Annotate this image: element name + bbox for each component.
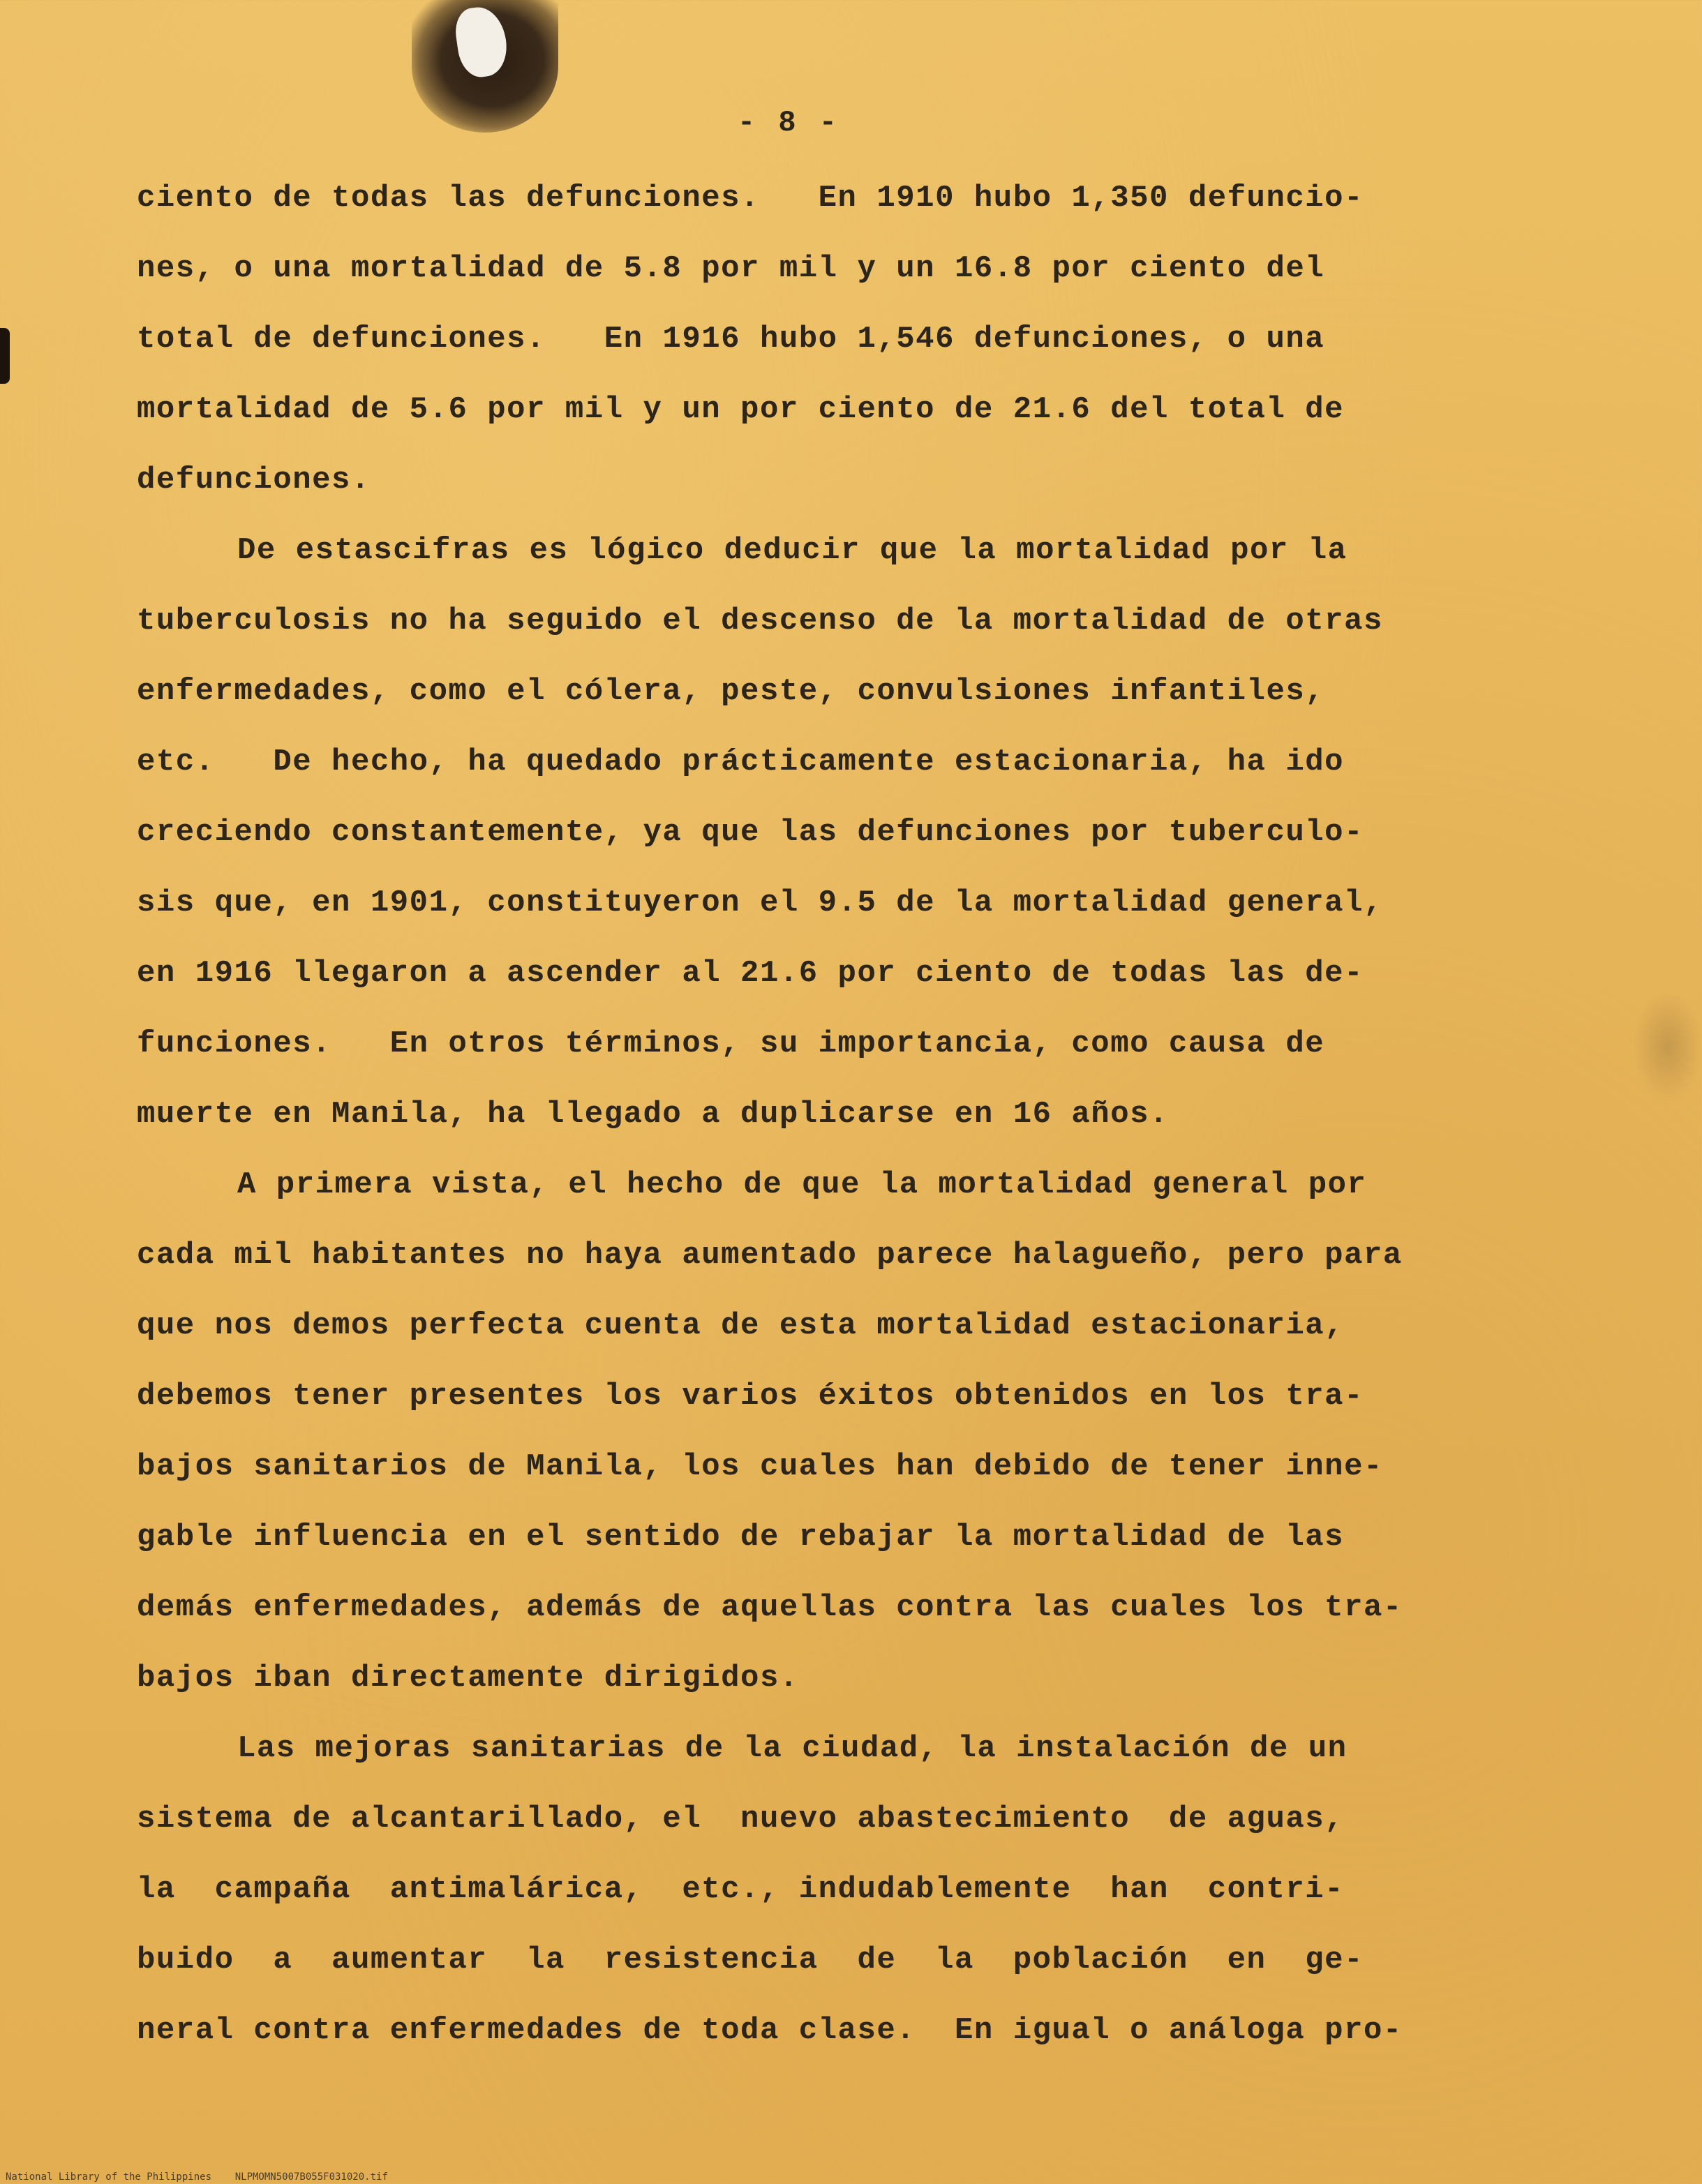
archive-footer: National Library of the Philippines NLPMOMN5007B055F031020.tif <box>6 2171 388 2183</box>
paragraph-start-line: Las mejoras sanitarias de la ciudad, la instalación de un <box>237 1731 1348 1766</box>
paper-smudge <box>1633 991 1702 1102</box>
text-line: ciento de todas las defunciones. En 1910 hubo 1,350 defuncio- <box>137 181 1364 216</box>
text-line: debemos tener presentes los varios éxitos obtenidos en los tra- <box>137 1379 1364 1414</box>
text-line: defunciones. <box>137 463 371 498</box>
page-number: - 8 - <box>737 106 840 140</box>
text-line: sistema de alcantarillado, el nuevo abastecimiento de aguas, <box>137 1802 1345 1837</box>
text-line: creciendo constantemente, ya que las defunciones por tuberculo- <box>137 815 1364 850</box>
text-line: sis que, en 1901, constituyeron el 9.5 de la mortalidad general, <box>137 885 1383 920</box>
text-line: neral contra enfermedades de toda clase. En igual o análoga pro- <box>137 2013 1403 2048</box>
edge-mark <box>0 328 10 384</box>
paragraph-start-line: De estascifras es lógico deducir que la mortalidad por la <box>237 533 1348 568</box>
paragraph-start-line: A primera vista, el hecho de que la mortalidad general por <box>237 1167 1367 1202</box>
body-text <box>137 177 1560 2080</box>
text-line: total de defunciones. En 1916 hubo 1,546 defunciones, o una <box>137 322 1325 357</box>
text-line: muerte en Manila, ha llegado a duplicarse en 16 años. <box>137 1097 1169 1132</box>
text-line: nes, o una mortalidad de 5.8 por mil y un 16.8 por ciento del <box>137 251 1325 286</box>
text-line: funciones. En otros términos, su importancia, como causa de <box>137 1026 1325 1061</box>
text-line: que nos demos perfecta cuenta de esta mortalidad estacionaria, <box>137 1308 1345 1343</box>
text-line: en 1916 llegaron a ascender al 21.6 por ciento de todas las de- <box>137 956 1364 991</box>
text-line: cada mil habitantes no haya aumentado parece halagueño, pero para <box>137 1238 1403 1273</box>
text-line: enfermedades, como el cólera, peste, convulsiones infantiles, <box>137 674 1325 709</box>
text-line: etc. De hecho, ha quedado prácticamente estacionaria, ha ido <box>137 745 1345 779</box>
text-line: mortalidad de 5.6 por mil y un por ciento de 21.6 del total de <box>137 392 1345 427</box>
text-line: gable influencia en el sentido de rebajar la mortalidad de las <box>137 1520 1345 1555</box>
text-line: demás enfermedades, además de aquellas contra las cuales los tra- <box>137 1590 1403 1625</box>
text-line: bajos iban directamente dirigidos. <box>137 1661 799 1696</box>
text-line: tuberculosis no ha seguido el descenso de la mortalidad de otras <box>137 604 1383 638</box>
text-line: bajos sanitarios de Manila, los cuales han debido de tener inne- <box>137 1449 1383 1484</box>
text-line: la campaña antimalárica, etc., indudablemente han contri- <box>137 1872 1345 1907</box>
text-line: buido a aumentar la resistencia de la población en ge- <box>137 1943 1364 1977</box>
